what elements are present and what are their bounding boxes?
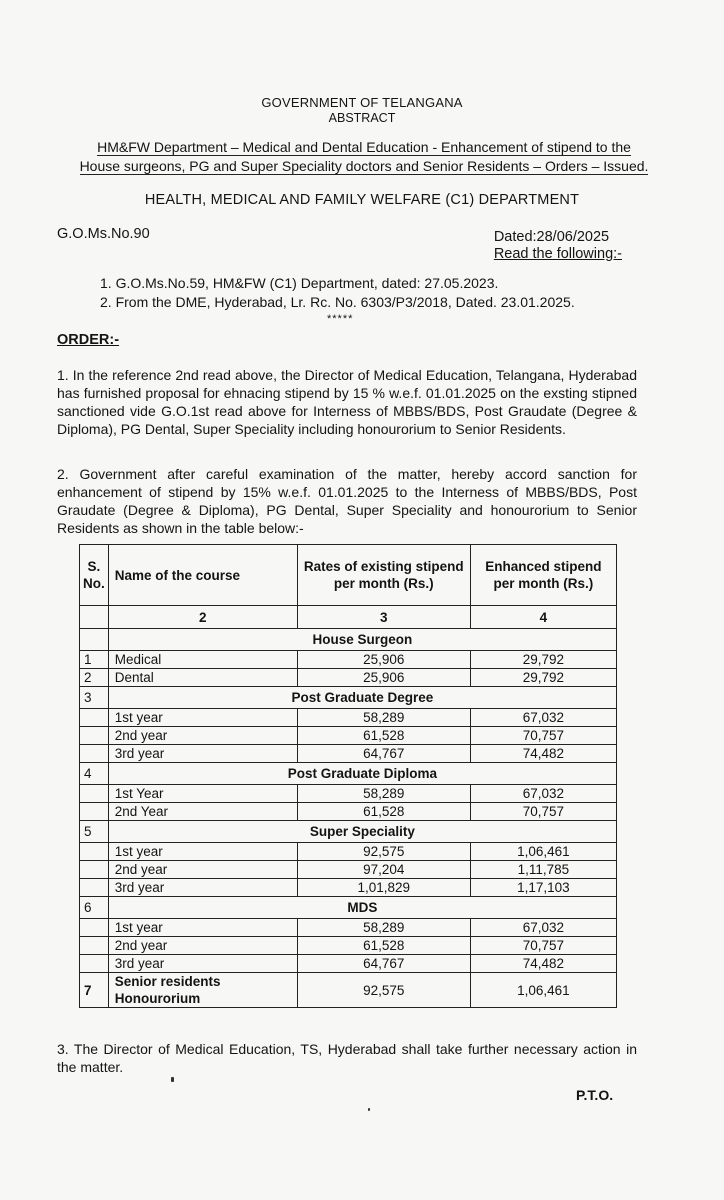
table-row: 1st year 58,289 67,032 [80,919,617,937]
subject-line-1: HM&FW Department – Medical and Dental Education - Enhancement of stipend to the [97,139,631,155]
header-enhanced: Enhanced stipend per month (Rs.) [470,545,616,606]
column-number-row [80,606,617,629]
reference-list [100,274,575,312]
table-row: 3rd year 64,767 74,482 [80,745,617,763]
section-row: 5 Super Speciality [80,821,617,843]
section-title-super-speciality: Super Speciality [108,821,616,843]
subject-line-2: House surgeons, PG and Super Speciality doctors and Senior Residents – Orders – Issued. [79,158,649,174]
table-row: 1st year 92,575 1,06,461 [80,843,617,861]
column-number-3: 3 [297,606,470,629]
section-row: 4 Post Graduate Diploma [80,763,617,785]
table-row: 2nd Year 61,528 70,757 [80,803,617,821]
section-row: 6 MDS [80,897,617,919]
stipend-table [79,544,617,1008]
table-row: 7 Senior residents Honourorium 92,575 1,06,461 [80,973,617,1008]
order-heading: ORDER:- [57,332,120,348]
ink-speck [368,1108,370,1111]
table-row: 3rd year 64,767 74,482 [80,955,617,973]
table-row: 2nd year 61,528 70,757 [80,937,617,955]
table-row: 1st Year 58,289 67,032 [80,785,617,803]
section-title-mds: MDS [108,897,616,919]
subject-block [58,138,670,176]
abstract-label: ABSTRACT [328,111,396,125]
column-number-4: 4 [470,606,616,629]
pto-label: P.T.O. [576,1087,614,1103]
ink-speck [171,1077,174,1082]
reference-item: 1. G.O.Ms.No.59, HM&FW (C1) Department, dated: 27.05.2023. [100,275,499,291]
header-sno: S. No. [80,545,109,606]
table-row: 1 Medical 25,906 29,792 [80,651,617,669]
section-title-pg-diploma: Post Graduate Diploma [108,763,616,785]
table-row: 3rd year 1,01,829 1,17,103 [80,879,617,897]
table-row: 2 Dental 25,906 29,792 [80,669,617,687]
table-header-row [80,545,617,606]
section-row [80,629,617,651]
dated-block [494,229,622,263]
section-title-pg-degree: Post Graduate Degree [108,687,616,709]
paragraph-2: 2. Government after careful examination of the matter, hereby accord sanction for enhancement of stipend by 15% w.e.f. 01.01.2025 to the Interness of MBBS/BDS, Post Graudate (Degree & Diploma), PG Dental, Super Speciality and honourorium to Senior Residents as shown in the table below:- [57,466,637,536]
paragraph-3: 3. The Director of Medical Education, TS, Hyderabad shall take further necessary action in the matter. [57,1041,637,1075]
table-row: 1st year 58,289 67,032 [80,709,617,727]
read-following: Read the following:- [493,246,622,262]
dated-text: Dated:28/06/2025 [493,229,610,245]
table-row: 2nd year 97,204 1,11,785 [80,861,617,879]
government-title: GOVERNMENT OF TELANGANA [261,95,463,110]
column-number-1 [80,606,109,629]
section-title-house-surgeon: House Surgeon [108,629,616,651]
header-existing: Rates of existing stipend per month (Rs.) [297,545,470,606]
column-number-2: 2 [108,606,297,629]
section-row: 3 Post Graduate Degree [80,687,617,709]
senior-residents-cell: Senior residents Honourorium [108,973,297,1008]
department-title: HEALTH, MEDICAL AND FAMILY WELFARE (C1) DEPARTMENT [144,192,580,208]
separator-stars: ***** [327,313,354,325]
paragraph-1: 1. In the reference 2nd read above, the Director of Medical Education, Telangana, Hyderabad has furnished proposal for ehnacing stipend by 15 % w.e.f. 01.01.2025 on the exsting stipned sanctioned vide G.O.1st read above for Interness of MBBS/BDS, Post Graudate (Degree & Diploma), PG Dental, Super Speciality including honourorium to Senior Residents. [57,367,637,437]
header-course: Name of the course [108,545,297,606]
table-row: 2nd year 61,528 70,757 [80,727,617,745]
reference-item: 2. From the DME, Hyderabad, Lr. Rc. No. 6303/P3/2018, Dated. 23.01.2025. [100,294,575,310]
go-number: G.O.Ms.No.90 [57,226,150,242]
